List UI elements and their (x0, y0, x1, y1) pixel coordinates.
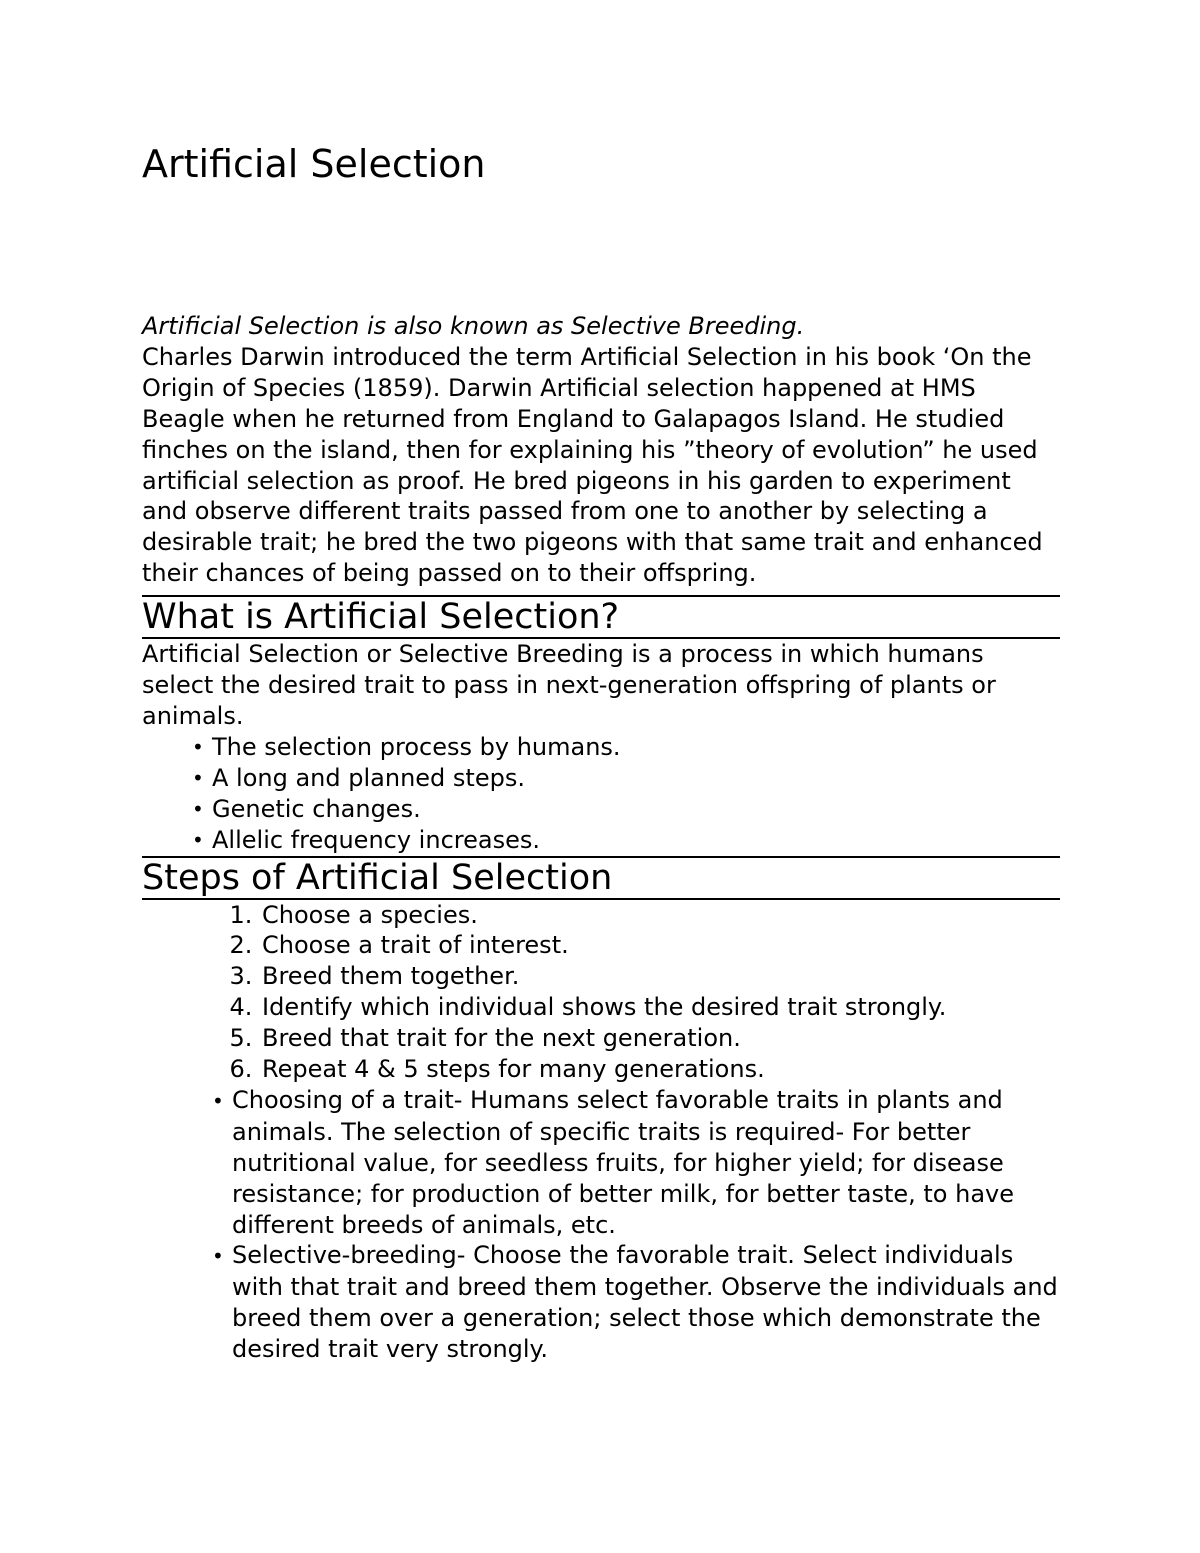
section-heading-steps: Steps of Artificial Selection (142, 858, 1060, 900)
detail-item-selective-breeding: • Selective-breeding- Choose the favorable trait. Select individuals with that trait and breed them together. Observe the individuals and breed them over a generation; select those which demonstrate the desired trait very strongly. (192, 1240, 1060, 1365)
step-item: 1. Choose a species. (260, 900, 1060, 931)
section-heading-what: What is Artificial Selection? (142, 597, 1060, 639)
document-content (142, 311, 1060, 1365)
list-item: • A long and planned steps. (192, 763, 1060, 794)
step-item: 4. Identify which individual shows the desired trait strongly. (260, 992, 1060, 1023)
step-item: 3. Breed them together. (260, 961, 1060, 992)
list-item: • The selection process by humans. (192, 732, 1060, 763)
what-bullet-list (142, 732, 1060, 858)
step-item: 2. Choose a trait of interest. (260, 930, 1060, 961)
list-item: • Genetic changes. (192, 794, 1060, 825)
list-item: • Allelic frequency increases. (192, 825, 1060, 856)
what-paragraph: Artificial Selection or Selective Breeding is a process in which humans select the desired trait to pass in next-generation offspring of plants or animals. (142, 640, 996, 730)
step-item: 5. Breed that trait for the next generation. (260, 1023, 1060, 1054)
steps-numbered-list (142, 900, 1060, 1085)
document-title: Artificial Selection (142, 142, 486, 186)
detail-item-choosing-trait: • Choosing of a trait- Humans select favorable traits in plants and animals. The selection of specific traits is required- For better nutritional value, for seedless fruits, for higher yield; for disease resistance; for production of better milk, for better taste, to have different breeds of animals, etc. (192, 1085, 1060, 1241)
intro-italic-line: Artificial Selection is also known as Selective Breeding. (142, 312, 805, 340)
section-divider (142, 589, 1060, 597)
intro-paragraph: Charles Darwin introduced the term Artificial Selection in his book ‘On the Origin of Species (1859). Darwin Artificial selection happened at HMS Beagle when he returned from England to Galapagos Island. He studied finches on the island, then for explaining his ”theory of evolution” he used artificial selection as proof. He bred pigeons in his garden to experiment and observe different traits passed from one to another by selecting a desirable trait; he bred the two pigeons with that same trait and enhanced their chances of being passed on to their offspring. (142, 342, 1043, 588)
step-item: 6. Repeat 4 & 5 steps for many generations. (260, 1054, 1060, 1085)
steps-detail-list (142, 1085, 1060, 1365)
